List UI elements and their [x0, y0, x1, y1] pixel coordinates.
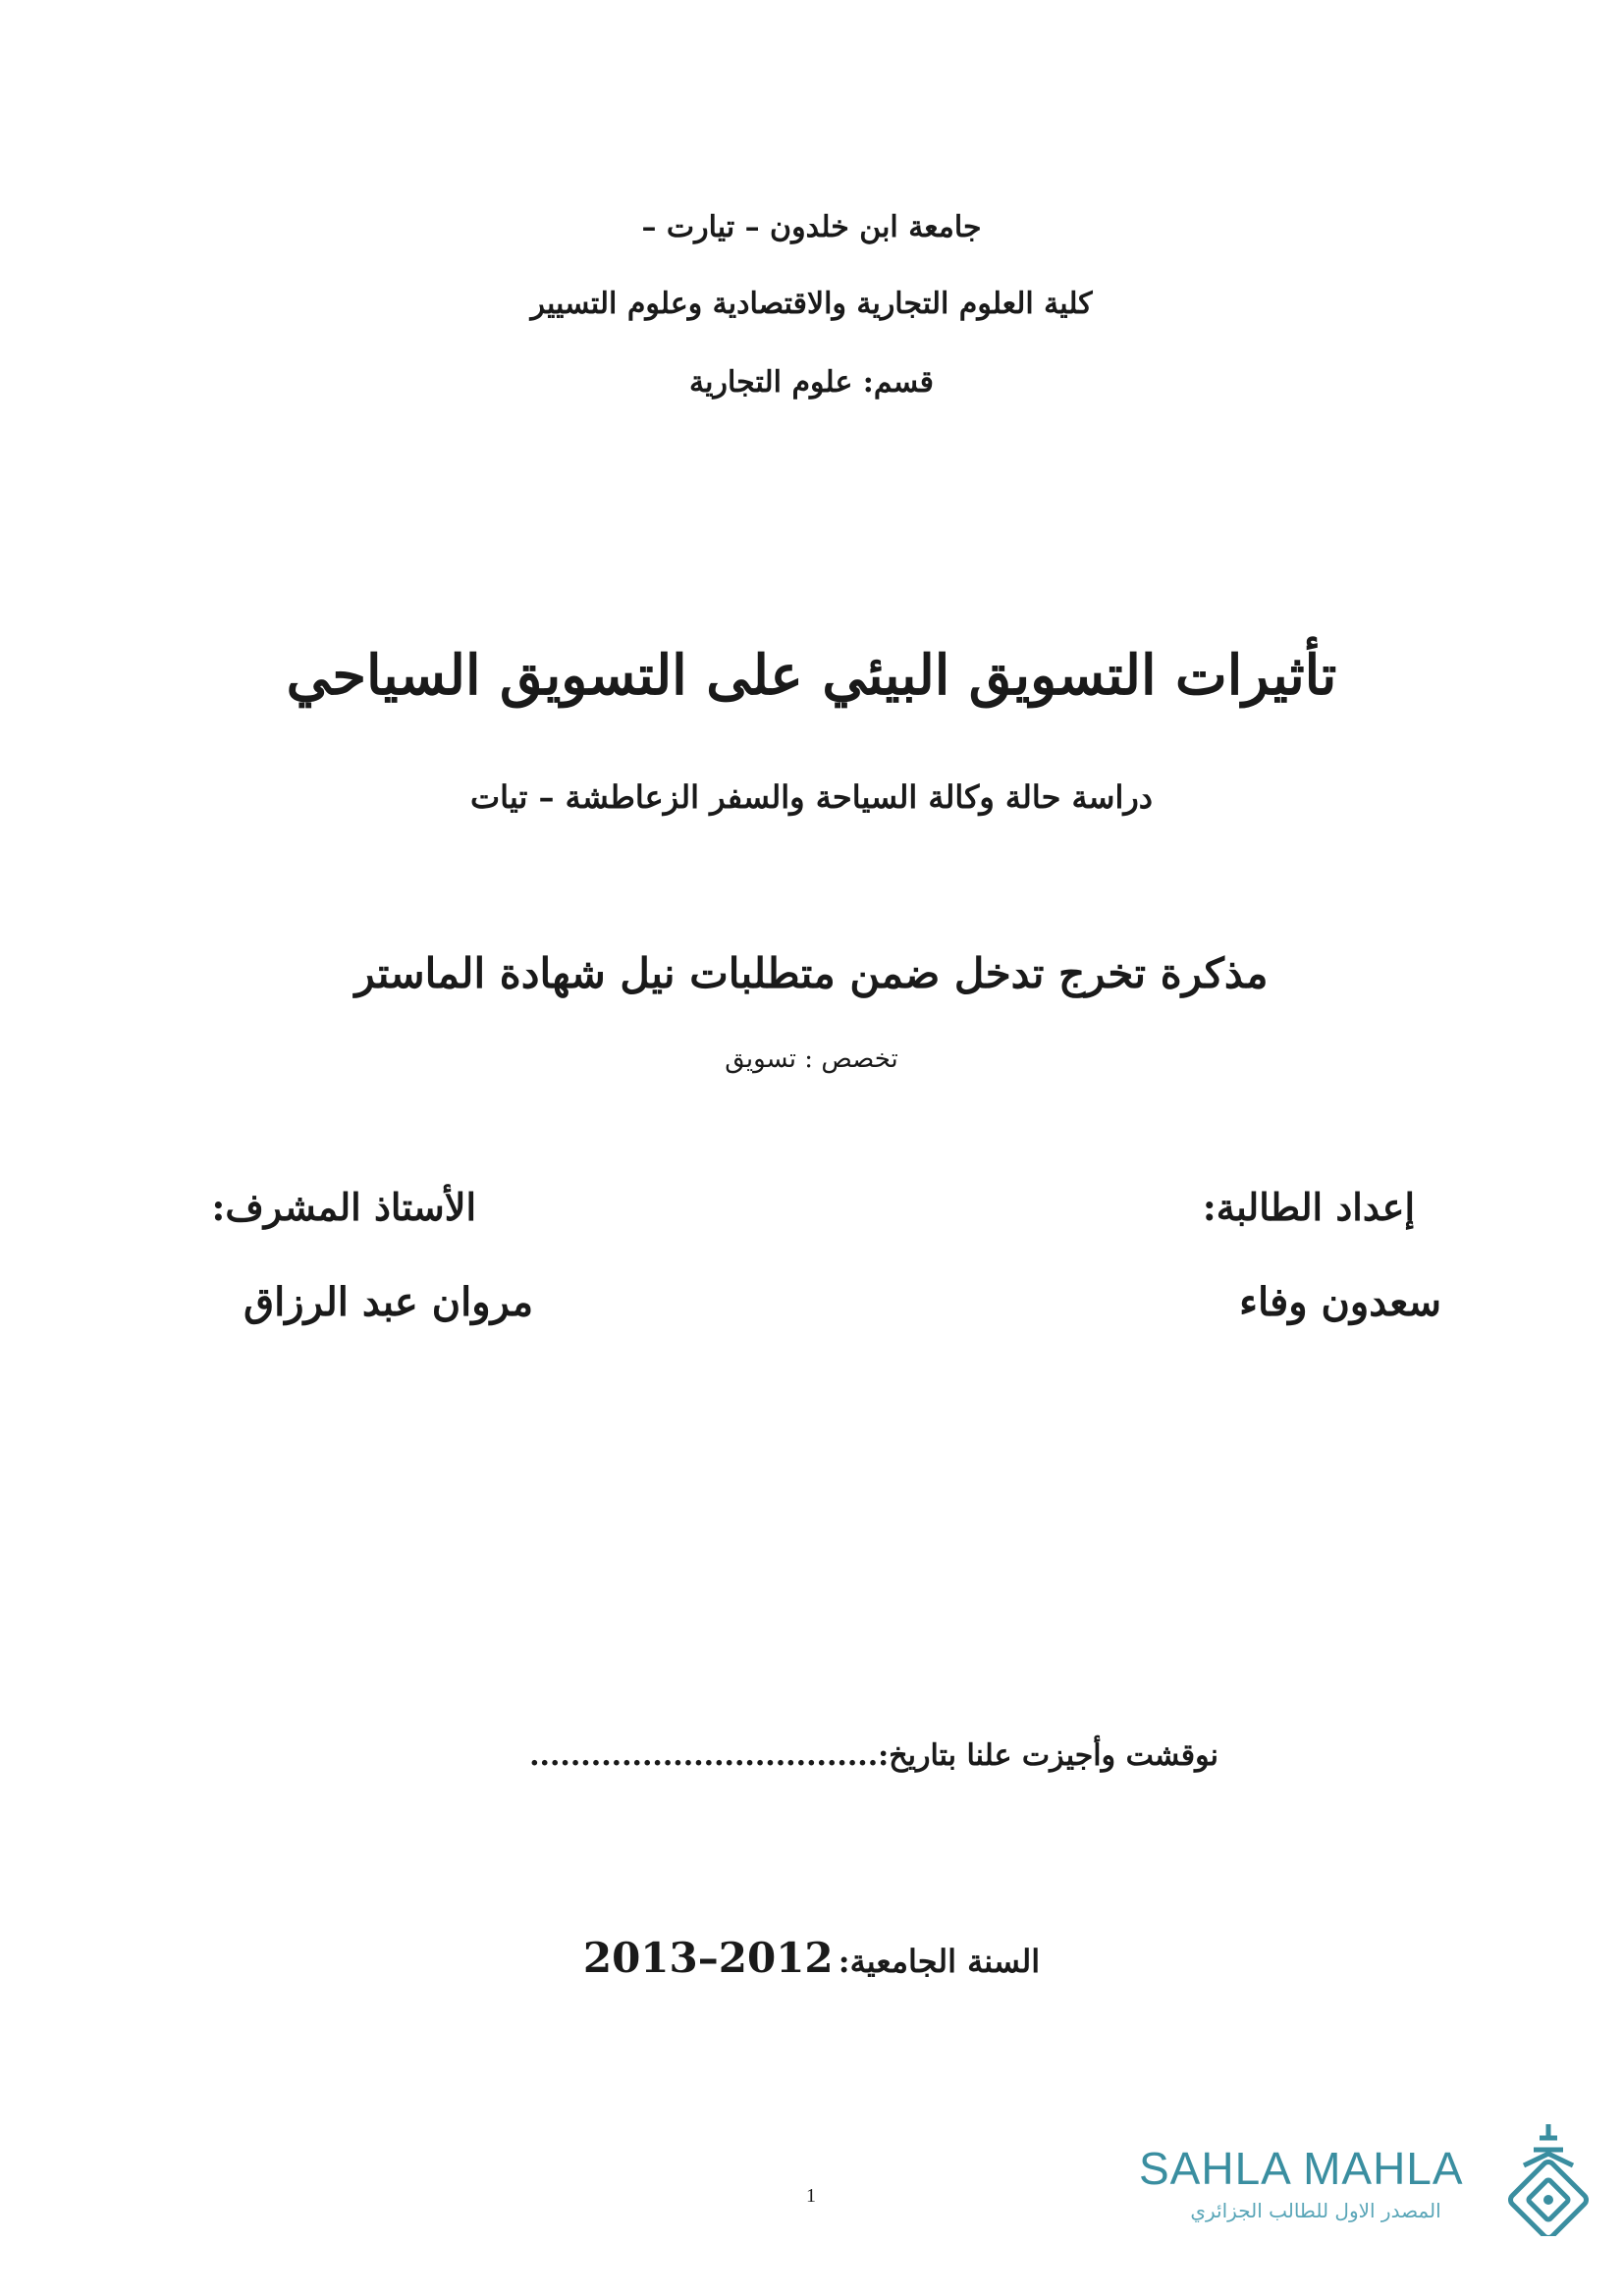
academic-year-label: السنة الجامعية:: [838, 1943, 1041, 1980]
student-name: سعدون وفاء: [1239, 1279, 1441, 1325]
department-name: قسم: علوم التجارية: [689, 365, 934, 400]
thesis-title: تأثيرات التسويق البيئي على التسويق السياحي: [286, 643, 1337, 708]
supervisor-label: الأستاذ المشرف:: [211, 1185, 476, 1229]
page-number: 1: [806, 2185, 816, 2207]
thesis-subtitle: دراسة حالة وكالة السياحة والسفر الزعاطشة – تيات: [469, 778, 1154, 816]
academic-year: [0, 1934, 1623, 1982]
academic-year-value: 2013–2012: [582, 1934, 834, 1982]
logo-emblem-icon: [1504, 2120, 1593, 2236]
faculty-name: كلية العلوم التجارية والاقتصادية وعلوم التسيير: [530, 287, 1093, 321]
supervisor-name: مروان عبد الرزاق: [243, 1279, 533, 1325]
logo-tagline: المصدر الاول للطالب الجزائري: [1190, 2199, 1441, 2222]
logo-wordmark: SAHLA MAHLA: [1139, 2143, 1464, 2194]
prepared-by-label: إعداد الطالبة:: [1202, 1185, 1415, 1229]
specialty-line: تخصص : تسويق: [725, 1044, 898, 1074]
university-name: جامعة ابن خلدون – تيارت –: [641, 210, 982, 244]
defense-date-line: نوقشت وأجيزت علنا بتاريخ:..................................: [529, 1738, 1218, 1773]
sahla-mahla-logo: [1139, 2120, 1600, 2238]
memo-statement: مذكرة تخرج تدخل ضمن متطلبات نيل شهادة الماستر: [354, 949, 1269, 997]
